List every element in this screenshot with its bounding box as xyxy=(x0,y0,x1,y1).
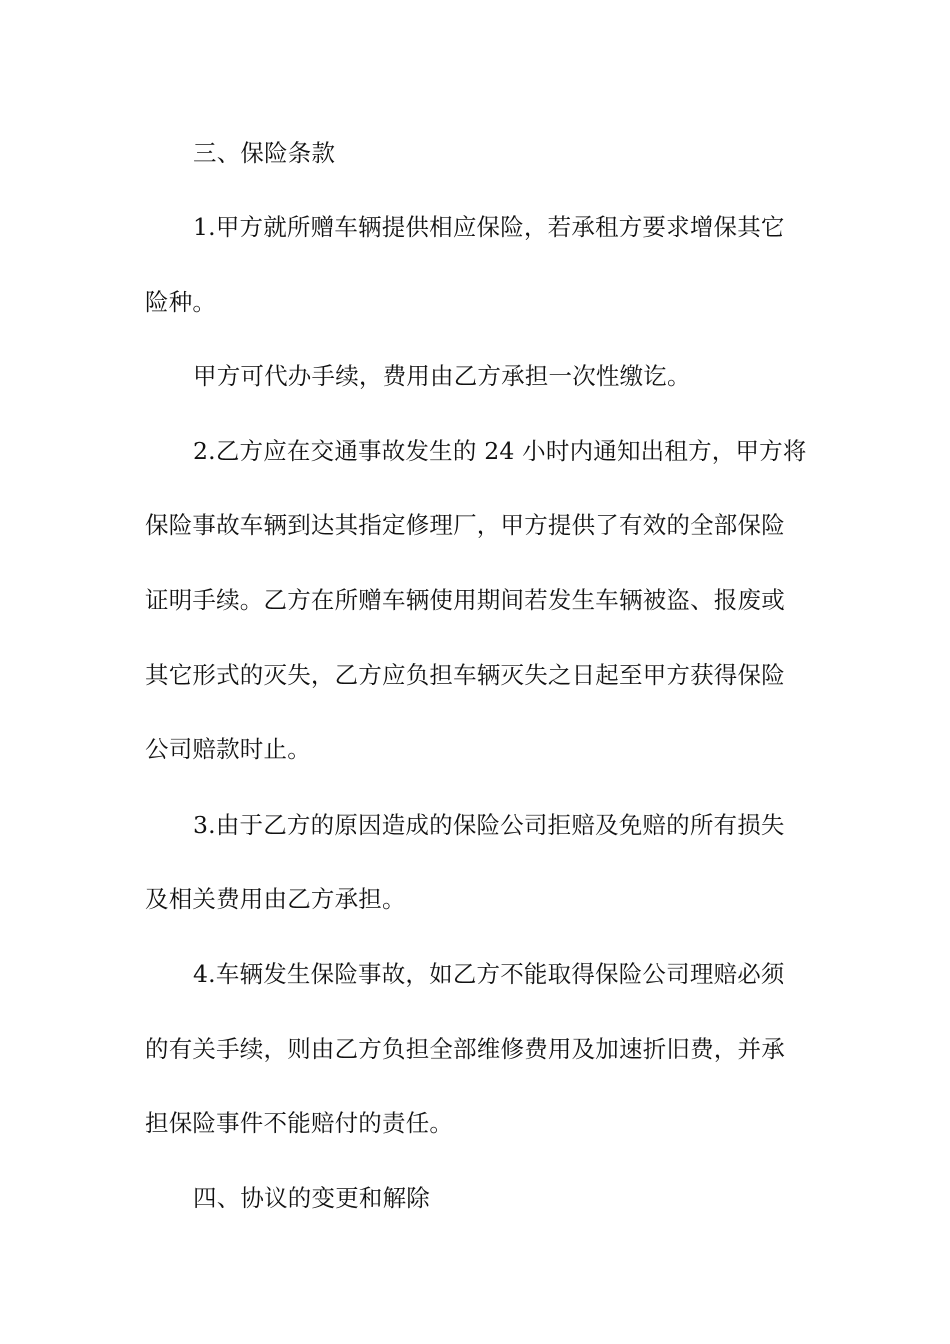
paragraph-line: 证明手续。乙方在所赠车辆使用期间若发生车辆被盗、报废或 xyxy=(145,586,785,614)
paragraph-line: 4.车辆发生保险事故，如乙方不能取得保险公司理赔必须 xyxy=(193,960,785,988)
paragraph-line: 公司赔款时止。 xyxy=(145,735,311,763)
paragraph-line: 3.由于乙方的原因造成的保险公司拒赔及免赔的所有损失 xyxy=(193,811,785,839)
section-heading-insurance: 三、保险条款 xyxy=(193,139,336,167)
paragraph-line: 2.乙方应在交通事故发生的 24 小时内通知出租方，甲方将 xyxy=(193,437,807,465)
paragraph-line: 的有关手续，则由乙方负担全部维修费用及加速折旧费，并承 xyxy=(145,1035,785,1063)
paragraph-line: 险种。 xyxy=(145,288,217,316)
paragraph-line: 及相关费用由乙方承担。 xyxy=(145,885,406,913)
paragraph-line: 其它形式的灭失，乙方应负担车辆灭失之日起至甲方获得保险 xyxy=(145,661,785,689)
paragraph-line: 保险事故车辆到达其指定修理厂，甲方提供了有效的全部保险 xyxy=(145,511,785,539)
paragraph-line: 甲方可代办手续，费用由乙方承担一次性缴讫。 xyxy=(193,362,691,390)
paragraph-line: 1.甲方就所赠车辆提供相应保险，若承租方要求增保其它 xyxy=(193,213,785,241)
section-heading-agreement-change: 四、协议的变更和解除 xyxy=(193,1184,430,1212)
paragraph-line: 担保险事件不能赔付的责任。 xyxy=(145,1109,454,1137)
